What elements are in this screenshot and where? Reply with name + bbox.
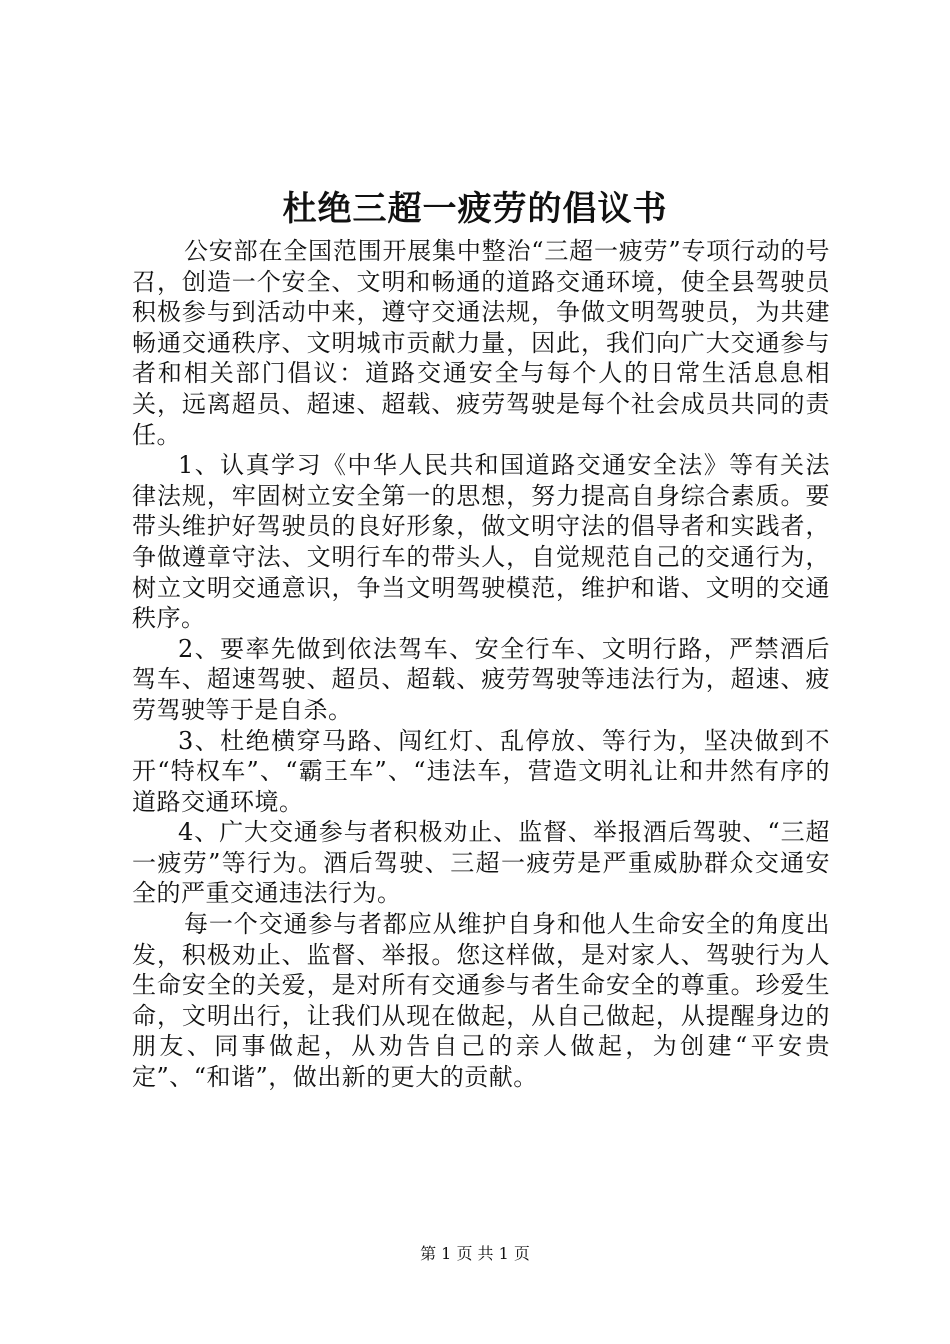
proposal-item-4: 4、广大交通参与者积极劝止、监督、举报酒后驾驶、“三超一疲劳”等行为。酒后驾驶、三超一疲劳是严重威胁群众交通安全的严重交通违法行为。 — [132, 818, 830, 908]
closing-paragraph: 每一个交通参与者都应从维护自身和他人生命安全的角度出发，积极劝止、监督、举报。您这样做，是对家人、驾驶行为人生命安全的关爱，是对所有交通参与者生命安全的尊重。珍爱生命，文明出行，让我们从现在做起，从自己做起，从提醒身边的朋友、同事做起，从劝告自己的亲人做起，为创建“平安贵定”、“和谐”，做出新的更大的贡献。 — [132, 910, 830, 1092]
proposal-item-2: 2、要率先做到依法驾车、安全行车、文明行路，严禁酒后驾车、超速驾驶、超员、超载、疲劳驾驶等违法行为，超速、疲劳驾驶等于是自杀。 — [132, 634, 830, 724]
page-footer: 第 1 页 共 1 页 — [420, 1244, 530, 1263]
proposal-item-1: 1、认真学习《中华人民共和国道路交通安全法》等有关法律法规，牢固树立安全第一的思想，努力提高自身综合素质。要带头维护好驾驶员的良好形象，做文明守法的倡导者和实践者，争做遵章守法、文明行车的带头人，自觉规范自己的交通行为，树立文明交通意识，争当文明驾驶模范，维护和谐、文明的交通秩序。 — [132, 451, 830, 633]
proposal-item-3: 3、杜绝横穿马路、闯红灯、乱停放、等行为，坚决做到不开“特权车”、“霸王车”、“违法车，营造文明礼让和井然有序的道路交通环境。 — [132, 726, 830, 816]
document-title: 杜绝三超一疲劳的倡议书 — [282, 189, 668, 229]
document-body — [132, 236, 830, 1093]
intro-paragraph: 公安部在全国范围开展集中整治“三超一疲劳”专项行动的号召，创造一个安全、文明和畅通的道路交通环境，使全县驾驶员积极参与到活动中来，遵守交通法规，争做文明驾驶员，为共建畅通交通秩序、文明城市贡献力量，因此，我们向广大交通参与者和相关部门倡议：道路交通安全与每个人的日常生活息息相关，远离超员、超速、超载、疲劳驾驶是每个社会成员共同的责任。 — [132, 237, 830, 449]
